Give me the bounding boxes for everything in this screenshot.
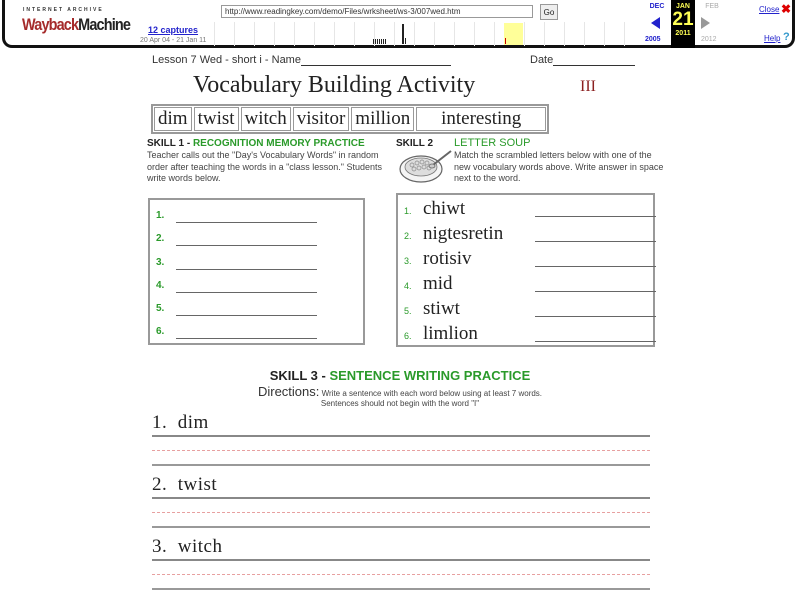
skill2-description: Match the scrambled letters below with one of the new vocabulary words above. Write answer in space next to the word. <box>454 150 664 183</box>
level-indicator: III <box>580 78 596 95</box>
page-title: Vocabulary Building Activity <box>193 72 476 98</box>
help-link[interactable]: Help <box>764 34 781 43</box>
answer-row[interactable]: 3. <box>156 257 356 277</box>
wayback-logo[interactable]: WaybackMachine <box>22 15 131 34</box>
scramble-row[interactable]: 3. rotisiv <box>404 248 649 272</box>
vocab-word: interesting <box>416 107 546 131</box>
close-button[interactable]: Close <box>759 5 780 14</box>
answer-row[interactable]: 2. <box>156 233 356 253</box>
url-input[interactable]: http://www.readingkey.com/demo/Files/wrksheet/ws-3/007wed.htm <box>221 5 533 18</box>
internet-archive-label: INTERNET ARCHIVE <box>23 7 104 13</box>
captures-link[interactable]: 12 captures <box>148 25 199 35</box>
prev-month-link[interactable]: DEC <box>649 3 665 10</box>
answer-row[interactable]: 1. <box>156 210 356 230</box>
go-button[interactable]: Go <box>540 4 558 20</box>
prev-year-link[interactable]: 2005 <box>645 36 661 43</box>
help-icon[interactable]: ? <box>783 31 790 43</box>
skill2-heading: SKILL 2 <box>396 138 434 149</box>
scramble-row[interactable]: 2. nigtesretin <box>404 223 649 247</box>
close-icon[interactable]: ✖ <box>781 2 792 16</box>
vocab-word: dim <box>154 107 192 131</box>
date-header: Date <box>530 54 635 66</box>
skill3-heading: SKILL 3 - SENTENCE WRITING PRACTICE <box>269 368 531 383</box>
skill2-title: LETTER SOUP <box>454 137 531 149</box>
skill3-directions-note: Sentences should not begin with the word "I" <box>320 399 480 408</box>
scramble-row[interactable]: 6. limlion <box>404 323 649 347</box>
date-line <box>553 55 635 66</box>
capture-timeline[interactable] <box>212 22 640 46</box>
answer-row[interactable]: 5. <box>156 303 356 323</box>
answer-row[interactable]: 6. <box>156 326 356 346</box>
vocab-word: witch <box>241 107 291 131</box>
prev-capture-arrow-icon[interactable] <box>651 17 660 29</box>
vocab-word-bank <box>151 104 549 134</box>
vocab-word: visitor <box>293 107 350 131</box>
capture-range: 20 Apr 04 - 21 Jan 11 <box>140 37 207 44</box>
next-year-label: 2012 <box>701 36 717 43</box>
current-year-highlight <box>504 23 523 45</box>
skill1-answer-box <box>148 198 365 345</box>
scramble-row[interactable]: 1. chiwt <box>404 198 649 222</box>
scramble-row[interactable]: 5. stiwt <box>404 298 649 322</box>
scramble-row[interactable]: 4. mid <box>404 273 649 297</box>
skill1-description: Teacher calls out the "Day's Vocabulary Words" in random order after teaching the words in a "class lesson." Students write words below. <box>147 150 383 183</box>
answer-row[interactable]: 4. <box>156 280 356 300</box>
skill3-directions: Directions: Write a sentence with each word below using at least 7 words. <box>257 384 543 399</box>
vocab-word: twist <box>194 107 239 131</box>
wayback-toolbar <box>2 0 795 48</box>
current-capture-marker <box>505 38 506 44</box>
next-capture-arrow-icon <box>701 17 710 29</box>
next-month-label: FEB <box>705 3 719 10</box>
current-date: JAN 21 2011 <box>671 0 695 48</box>
name-line <box>301 55 451 66</box>
skill1-heading: SKILL 1 - RECOGNITION MEMORY PRACTICE <box>147 138 365 149</box>
skill2-answer-box <box>396 193 655 347</box>
soup-bowl-icon <box>397 149 453 185</box>
vocab-word: million <box>351 107 414 131</box>
name-header: Lesson 7 Wed - short i - Name <box>152 54 451 66</box>
